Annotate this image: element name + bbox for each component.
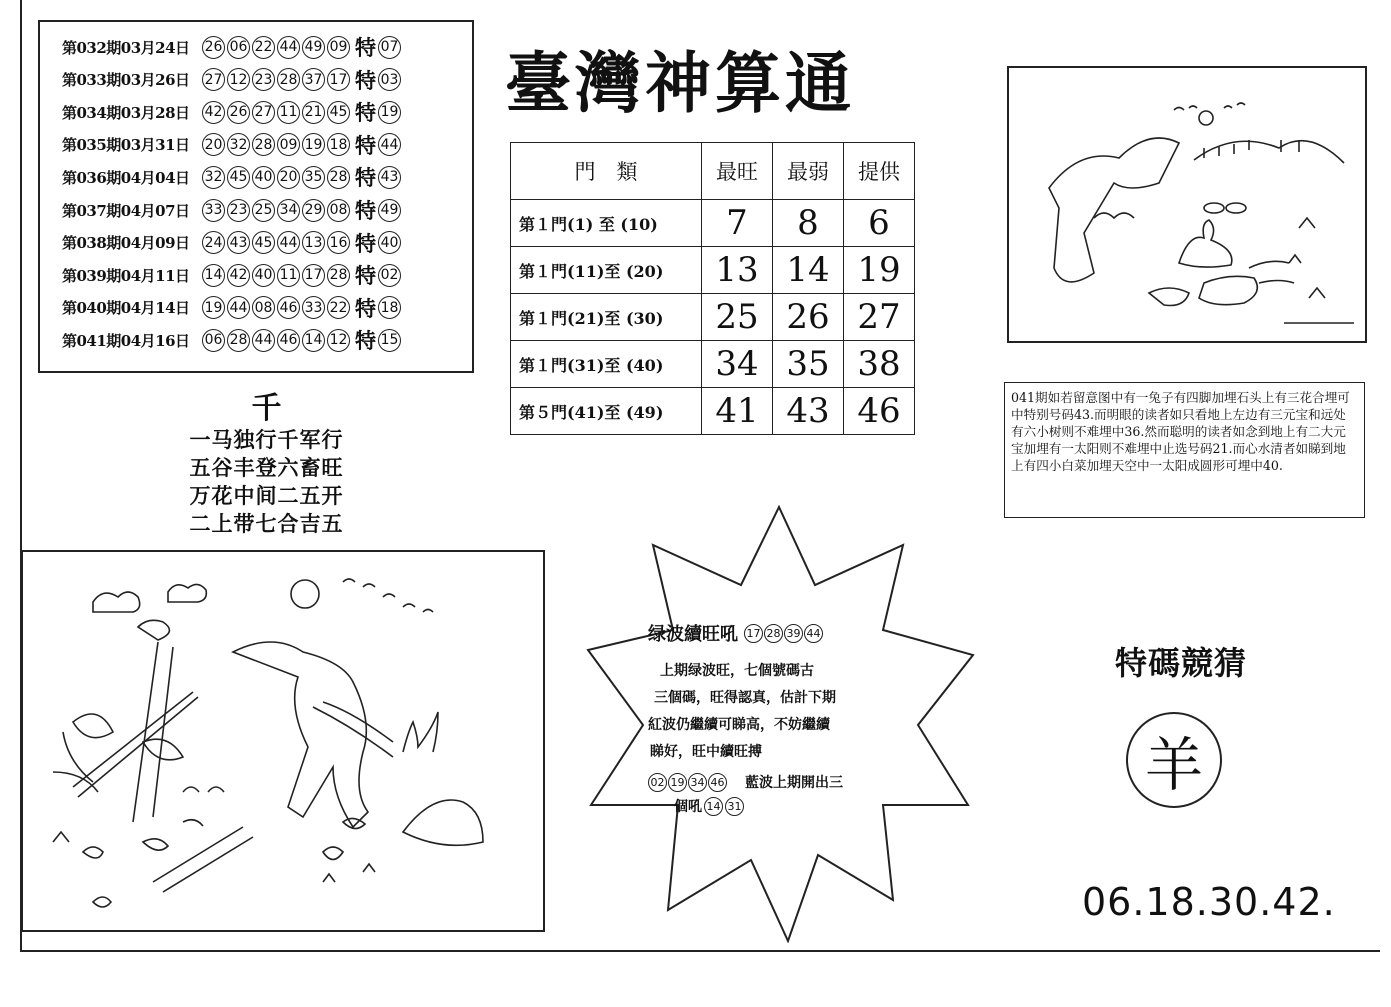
number-ball: 28 bbox=[227, 329, 250, 352]
table-row bbox=[511, 200, 915, 247]
number-ball: 44 bbox=[252, 329, 275, 352]
result-date: 第037期04月07日 bbox=[62, 201, 190, 220]
number-ball: 21 bbox=[302, 101, 325, 124]
poem-char: 千 bbox=[251, 391, 282, 426]
result-row bbox=[62, 228, 403, 258]
rabbit-illustration bbox=[1007, 66, 1367, 343]
frame-bottom bbox=[20, 950, 1380, 952]
poem bbox=[184, 392, 349, 538]
cell-value: 19 bbox=[844, 247, 915, 294]
special-ball: 40 bbox=[378, 231, 401, 254]
cell-value: 7 bbox=[702, 200, 773, 247]
special-label: 特 bbox=[355, 165, 376, 191]
special-label: 特 bbox=[355, 67, 376, 93]
poem-line: 二上带七合吉五 bbox=[189, 511, 344, 536]
number-ball: 14 bbox=[302, 329, 325, 352]
poem-line: 万花中间二五开 bbox=[189, 483, 344, 508]
number-ball: 13 bbox=[302, 231, 325, 254]
result-date: 第034期03月28日 bbox=[62, 103, 190, 122]
star-heading: 绿波續旺吼 bbox=[648, 624, 738, 645]
result-date: 第033期03月26日 bbox=[62, 71, 190, 90]
number-ball: 20 bbox=[277, 166, 300, 189]
number-ball: 40 bbox=[252, 264, 275, 287]
number-ball: 14 bbox=[202, 264, 225, 287]
table-row bbox=[511, 341, 915, 388]
number-ball: 09 bbox=[327, 36, 350, 59]
number-ball: 33 bbox=[302, 296, 325, 319]
cell-value: 26 bbox=[773, 294, 844, 341]
special-label: 特 bbox=[355, 35, 376, 60]
number-ball: 46 bbox=[708, 773, 727, 792]
result-row bbox=[62, 97, 403, 127]
number-ball: 26 bbox=[227, 101, 250, 124]
number-ball: 25 bbox=[252, 199, 275, 222]
star-line: 上期绿波旺，七個號碼古 bbox=[660, 663, 814, 679]
result-row bbox=[62, 130, 403, 160]
cell-value: 8 bbox=[773, 200, 844, 247]
number-ball: 49 bbox=[302, 36, 325, 59]
zodiac-circle bbox=[1126, 712, 1222, 808]
results-box bbox=[38, 20, 474, 373]
number-ball: 28 bbox=[327, 166, 350, 189]
cell-value: 38 bbox=[844, 341, 915, 388]
star-text-block bbox=[648, 620, 898, 816]
poem-line: 一马独行千军行 bbox=[189, 427, 344, 452]
cell-value: 14 bbox=[773, 247, 844, 294]
number-ball: 44 bbox=[277, 36, 300, 59]
number-ball: 44 bbox=[227, 296, 250, 319]
number-ball: 28 bbox=[252, 133, 275, 156]
table-header: 最旺 bbox=[702, 143, 773, 200]
result-row bbox=[62, 65, 403, 95]
number-ball: 37 bbox=[302, 68, 325, 91]
number-ball: 19 bbox=[302, 133, 325, 156]
number-ball: 19 bbox=[668, 773, 687, 792]
number-ball: 22 bbox=[252, 36, 275, 59]
number-ball: 28 bbox=[277, 68, 300, 91]
row-label: 第１門(31)至 (40) bbox=[511, 341, 702, 388]
cell-value: 34 bbox=[702, 341, 773, 388]
number-ball: 22 bbox=[327, 296, 350, 319]
number-ball: 14 bbox=[704, 797, 723, 816]
number-ball: 12 bbox=[327, 329, 350, 352]
result-date: 第039期04月11日 bbox=[62, 266, 190, 285]
row-label: 第１門(11)至 (20) bbox=[511, 247, 702, 294]
page-title: 臺灣神算通 bbox=[505, 44, 855, 122]
number-ball: 45 bbox=[252, 231, 275, 254]
number-ball: 23 bbox=[227, 199, 250, 222]
guess-title: 特碼競猜 bbox=[1115, 644, 1248, 682]
table-header: 最弱 bbox=[773, 143, 844, 200]
number-ball: 18 bbox=[327, 133, 350, 156]
result-date: 第035期03月31日 bbox=[62, 136, 190, 155]
row-label: 第１門(1) 至 (10) bbox=[511, 200, 702, 247]
table-row bbox=[511, 388, 915, 435]
number-ball: 17 bbox=[744, 624, 763, 643]
special-ball: 19 bbox=[378, 101, 401, 124]
cell-value: 41 bbox=[702, 388, 773, 435]
cell-value: 6 bbox=[844, 200, 915, 247]
result-date: 第032期03月24日 bbox=[62, 38, 190, 57]
special-ball: 44 bbox=[378, 133, 401, 156]
category-table bbox=[510, 142, 915, 435]
warrior-illustration bbox=[21, 550, 545, 932]
number-ball: 06 bbox=[227, 36, 250, 59]
special-ball: 07 bbox=[378, 36, 401, 59]
special-ball: 02 bbox=[378, 264, 401, 287]
number-ball: 24 bbox=[202, 231, 225, 254]
number-ball: 27 bbox=[252, 101, 275, 124]
number-ball: 45 bbox=[327, 101, 350, 124]
number-ball: 31 bbox=[725, 797, 744, 816]
result-row bbox=[62, 325, 403, 355]
result-row bbox=[62, 162, 403, 192]
warrior-drawing-icon bbox=[23, 552, 543, 930]
number-ball: 29 bbox=[302, 199, 325, 222]
result-date: 第038期04月09日 bbox=[62, 234, 190, 253]
special-label: 特 bbox=[355, 263, 376, 289]
result-row bbox=[62, 32, 403, 62]
table-row bbox=[511, 294, 915, 341]
number-ball: 17 bbox=[302, 264, 325, 287]
star-line: 個吼 bbox=[674, 799, 702, 815]
rabbit-drawing-icon bbox=[1009, 68, 1365, 341]
zodiac-char: 羊 bbox=[1144, 731, 1203, 799]
number-ball: 32 bbox=[227, 133, 250, 156]
result-row bbox=[62, 195, 403, 225]
number-ball: 06 bbox=[202, 329, 225, 352]
special-label: 特 bbox=[355, 230, 376, 256]
cell-value: 35 bbox=[773, 341, 844, 388]
special-label: 特 bbox=[355, 198, 376, 223]
special-label: 特 bbox=[355, 295, 376, 321]
number-ball: 27 bbox=[202, 68, 225, 91]
star-line: 藍波上期開出三 bbox=[745, 775, 843, 791]
cell-value: 13 bbox=[702, 247, 773, 294]
number-ball: 23 bbox=[252, 68, 275, 91]
number-ball: 17 bbox=[327, 68, 350, 91]
hint-paragraph: 041期如若留意图中有一兔子有四脚加埋石头上有三花合埋可中特别号码43.而明眼的读者如只看地上左边有三元宝和远处有六小树则不难埋中36.然而聪明的读者如念到地上有二大元宝加埋有一太阳则不难埋中止选号码21.而心水清者如睇到地上有四小白菜加埋天空中一太阳成圆形可埋中40. bbox=[1004, 382, 1365, 518]
number-ball: 34 bbox=[277, 199, 300, 222]
number-ball: 28 bbox=[327, 264, 350, 287]
number-ball: 11 bbox=[277, 101, 300, 124]
table-row bbox=[511, 247, 915, 294]
number-ball: 44 bbox=[277, 231, 300, 254]
number-ball: 11 bbox=[277, 264, 300, 287]
special-label: 特 bbox=[355, 328, 376, 354]
number-ball: 20 bbox=[202, 133, 225, 156]
number-ball: 26 bbox=[202, 36, 225, 59]
number-ball: 46 bbox=[277, 296, 300, 319]
number-ball: 08 bbox=[327, 199, 350, 222]
cell-value: 43 bbox=[773, 388, 844, 435]
special-ball: 49 bbox=[378, 199, 401, 222]
number-ball: 40 bbox=[252, 166, 275, 189]
star-line: 睇好，旺中續旺搏 bbox=[650, 744, 762, 760]
result-row bbox=[62, 293, 403, 323]
cell-value: 27 bbox=[844, 294, 915, 341]
number-ball: 19 bbox=[202, 296, 225, 319]
star-line: 三個碼，旺得認真，估計下期 bbox=[654, 690, 836, 706]
result-date: 第040期04月14日 bbox=[62, 299, 190, 318]
special-label: 特 bbox=[355, 132, 376, 158]
cell-value: 46 bbox=[844, 388, 915, 435]
result-date: 第036期04月04日 bbox=[62, 168, 190, 187]
number-ball: 42 bbox=[202, 101, 225, 124]
row-label: 第１門(21)至 (30) bbox=[511, 294, 702, 341]
table-header: 門 類 bbox=[511, 143, 702, 200]
number-ball: 43 bbox=[227, 231, 250, 254]
number-ball: 39 bbox=[784, 624, 803, 643]
number-ball: 44 bbox=[804, 624, 823, 643]
row-label: 第５門(41)至 (49) bbox=[511, 388, 702, 435]
number-ball: 02 bbox=[648, 773, 667, 792]
result-row bbox=[62, 260, 403, 290]
poem-line: 五谷丰登六畜旺 bbox=[189, 455, 344, 480]
number-ball: 34 bbox=[688, 773, 707, 792]
number-ball: 12 bbox=[227, 68, 250, 91]
special-label: 特 bbox=[355, 100, 376, 126]
number-ball: 09 bbox=[277, 133, 300, 156]
final-numbers: 06.18.30.42. bbox=[1082, 880, 1336, 924]
cell-value: 25 bbox=[702, 294, 773, 341]
number-ball: 32 bbox=[202, 166, 225, 189]
table-header: 提供 bbox=[844, 143, 915, 200]
number-ball: 45 bbox=[227, 166, 250, 189]
result-date: 第041期04月16日 bbox=[62, 331, 190, 350]
special-ball: 03 bbox=[378, 68, 401, 91]
number-ball: 42 bbox=[227, 264, 250, 287]
number-ball: 08 bbox=[252, 296, 275, 319]
star-line: 紅波仍繼續可睇高，不妨繼續 bbox=[648, 717, 830, 733]
special-ball: 43 bbox=[378, 166, 401, 189]
number-ball: 28 bbox=[764, 624, 783, 643]
special-ball: 15 bbox=[378, 329, 401, 352]
number-ball: 35 bbox=[302, 166, 325, 189]
number-ball: 33 bbox=[202, 199, 225, 222]
number-ball: 16 bbox=[327, 231, 350, 254]
special-ball: 18 bbox=[378, 296, 401, 319]
number-ball: 46 bbox=[277, 329, 300, 352]
